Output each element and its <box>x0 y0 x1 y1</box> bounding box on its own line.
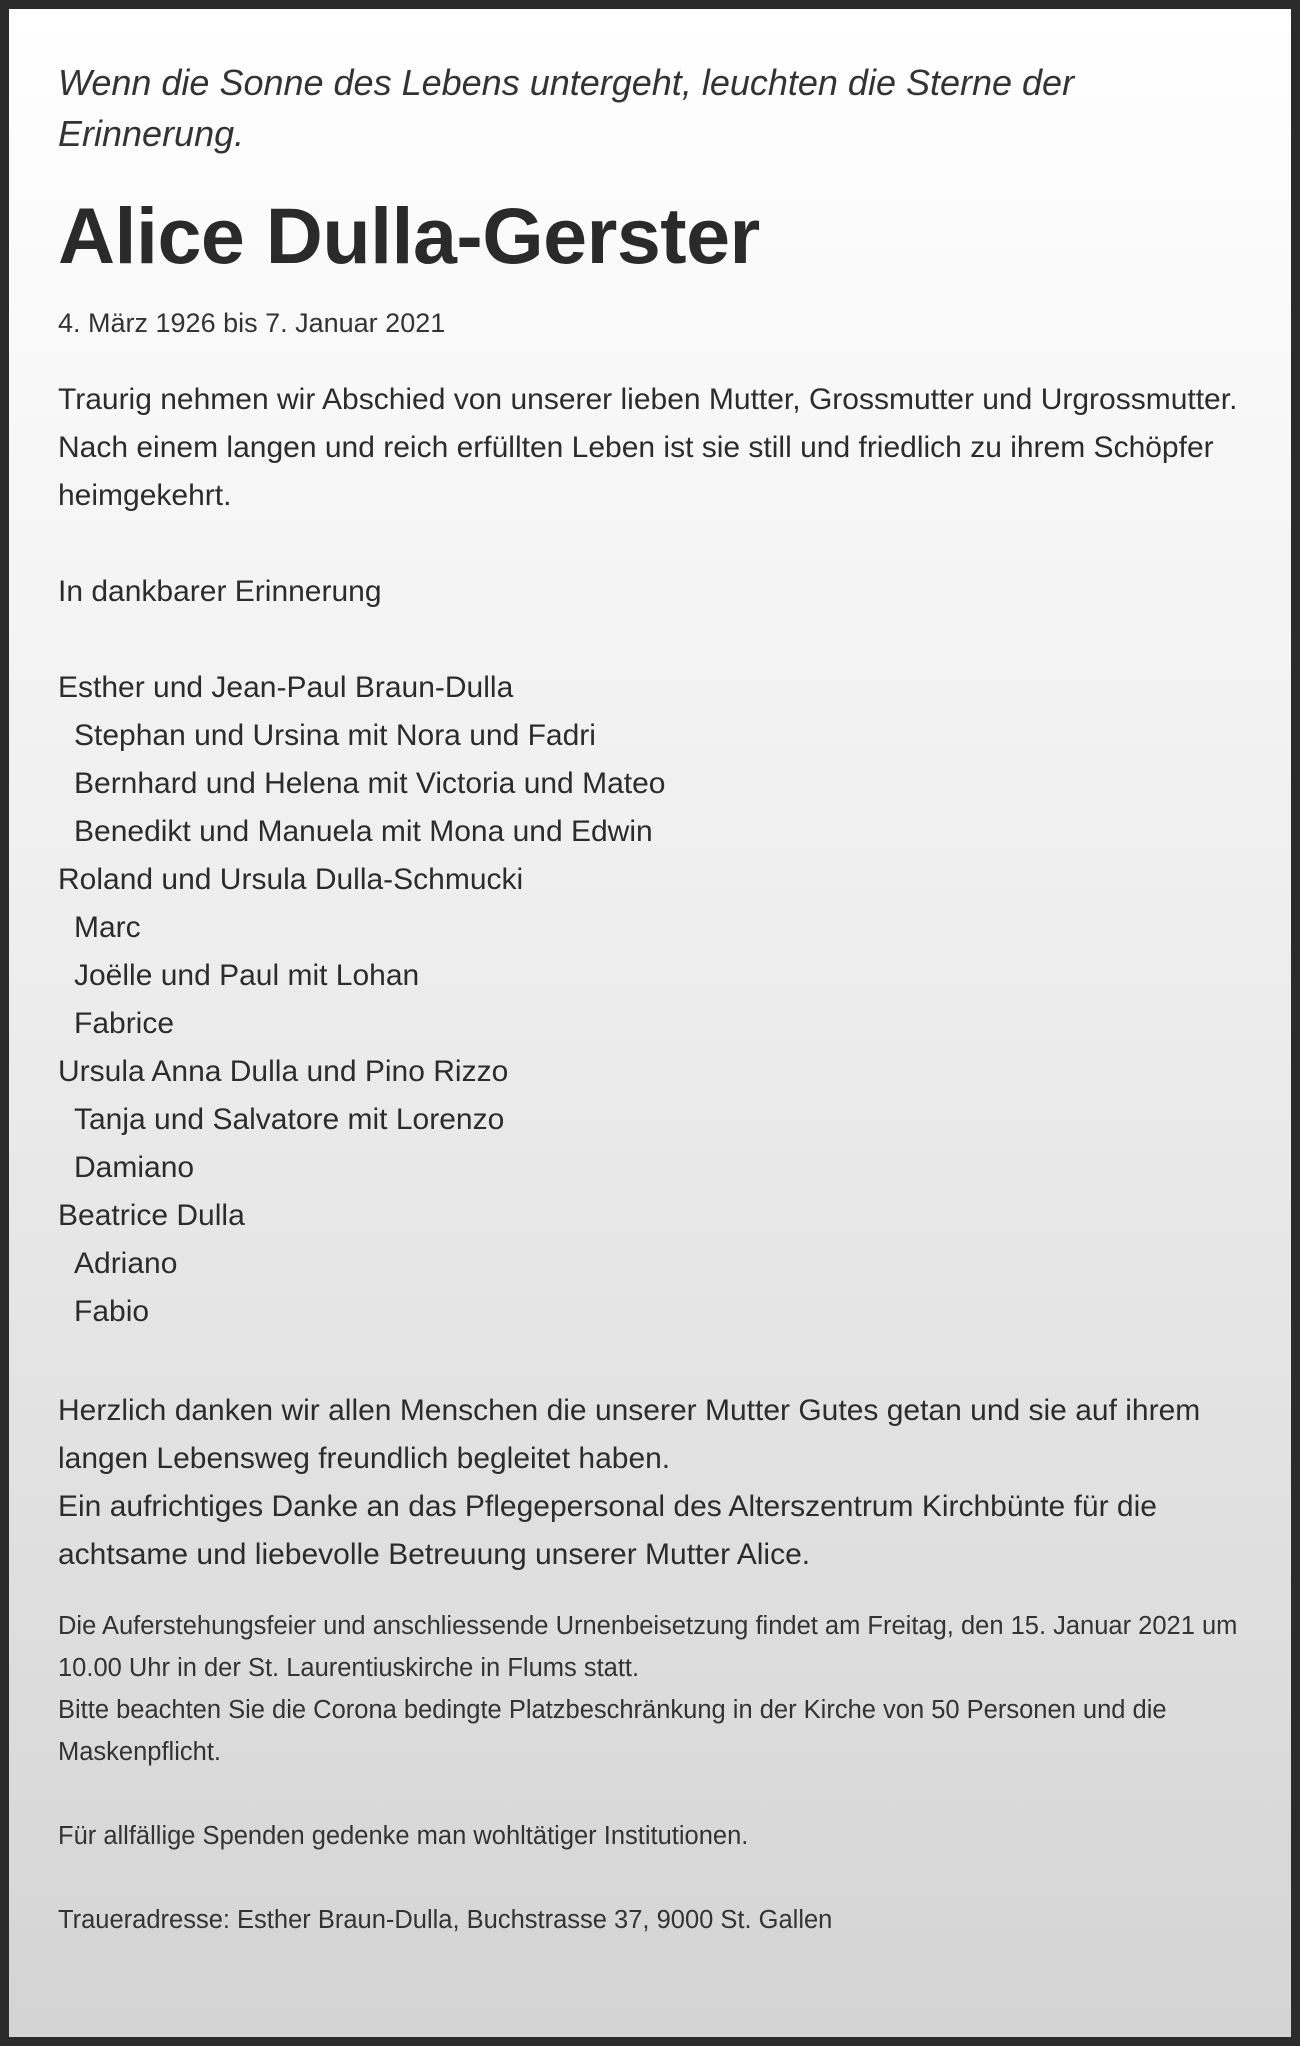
family-member: Beatrice Dulla <box>58 1199 245 1232</box>
family-member: Benedikt und Manuela mit Mona und Edwin <box>74 815 653 848</box>
obituary-notice <box>9 9 1291 2037</box>
thanks-paragraph: Ein aufrichtiges Danke an das Pflegepersonal des Alterszentrum Kirchbünte für die achtsame und liebevolle Betreuung unserer Mutter Alice. <box>58 1490 1157 1571</box>
thanks-section <box>58 1387 1242 1579</box>
family-member: Roland und Ursula Dulla-Schmucki <box>58 863 524 896</box>
family-member: Joëlle und Paul mit Lohan <box>74 959 420 992</box>
service-info <box>58 1605 1242 1773</box>
family-member: Fabio <box>74 1295 150 1328</box>
family-member: Ursula Anna Dulla und Pino Rizzo <box>58 1055 509 1088</box>
family-member: Marc <box>74 911 141 944</box>
remembrance-line: In dankbarer Erinnerung <box>58 575 382 608</box>
family-member: Fabrice <box>74 1007 175 1040</box>
deceased-name: Alice Dulla-Gerster <box>58 191 760 280</box>
family-list <box>58 664 1242 1336</box>
corona-notice: Bitte beachten Sie die Corona bedingte Platzbeschränkung in der Kirche von 50 Personen und die Maskenpflicht. <box>58 1696 1167 1766</box>
family-member: Tanja und Salvatore mit Lorenzo <box>74 1103 505 1136</box>
family-member: Stephan und Ursina mit Nora und Fadri <box>74 719 596 752</box>
life-dates: 4. März 1926 bis 7. Januar 2021 <box>58 308 446 338</box>
donation-note: Für allfällige Spenden gedenke man wohltätiger Institutionen. <box>58 1822 749 1850</box>
mourning-address: Traueradresse: Esther Braun-Dulla, Buchstrasse 37, 9000 St. Gallen <box>58 1906 833 1934</box>
family-member: Damiano <box>74 1151 195 1184</box>
family-member: Bernhard und Helena mit Victoria und Mateo <box>74 767 666 800</box>
family-member: Adriano <box>74 1247 178 1280</box>
farewell-text: Traurig nehmen wir Abschied von unserer lieben Mutter, Grossmutter und Urgrossmutter. Nach einem langen und reich erfüllten Leben ist sie still und friedlich zu ihrem Schöpfer heimgekehrt. <box>58 383 1238 512</box>
service-details: Die Auferstehungsfeier und anschliessende Urnenbeisetzung findet am Freitag, den 15. Januar 2021 um 10.00 Uhr in der St. Laurentiuskirche in Flums statt. <box>58 1612 1238 1682</box>
family-member: Esther und Jean-Paul Braun-Dulla <box>58 671 514 704</box>
memorial-quote: Wenn die Sonne des Lebens untergeht, leuchten die Sterne der Erinnerung. <box>58 62 1075 154</box>
thanks-paragraph: Herzlich danken wir allen Menschen die unserer Mutter Gutes getan und sie auf ihrem langen Lebensweg freundlich begleitet haben. <box>58 1394 1201 1475</box>
